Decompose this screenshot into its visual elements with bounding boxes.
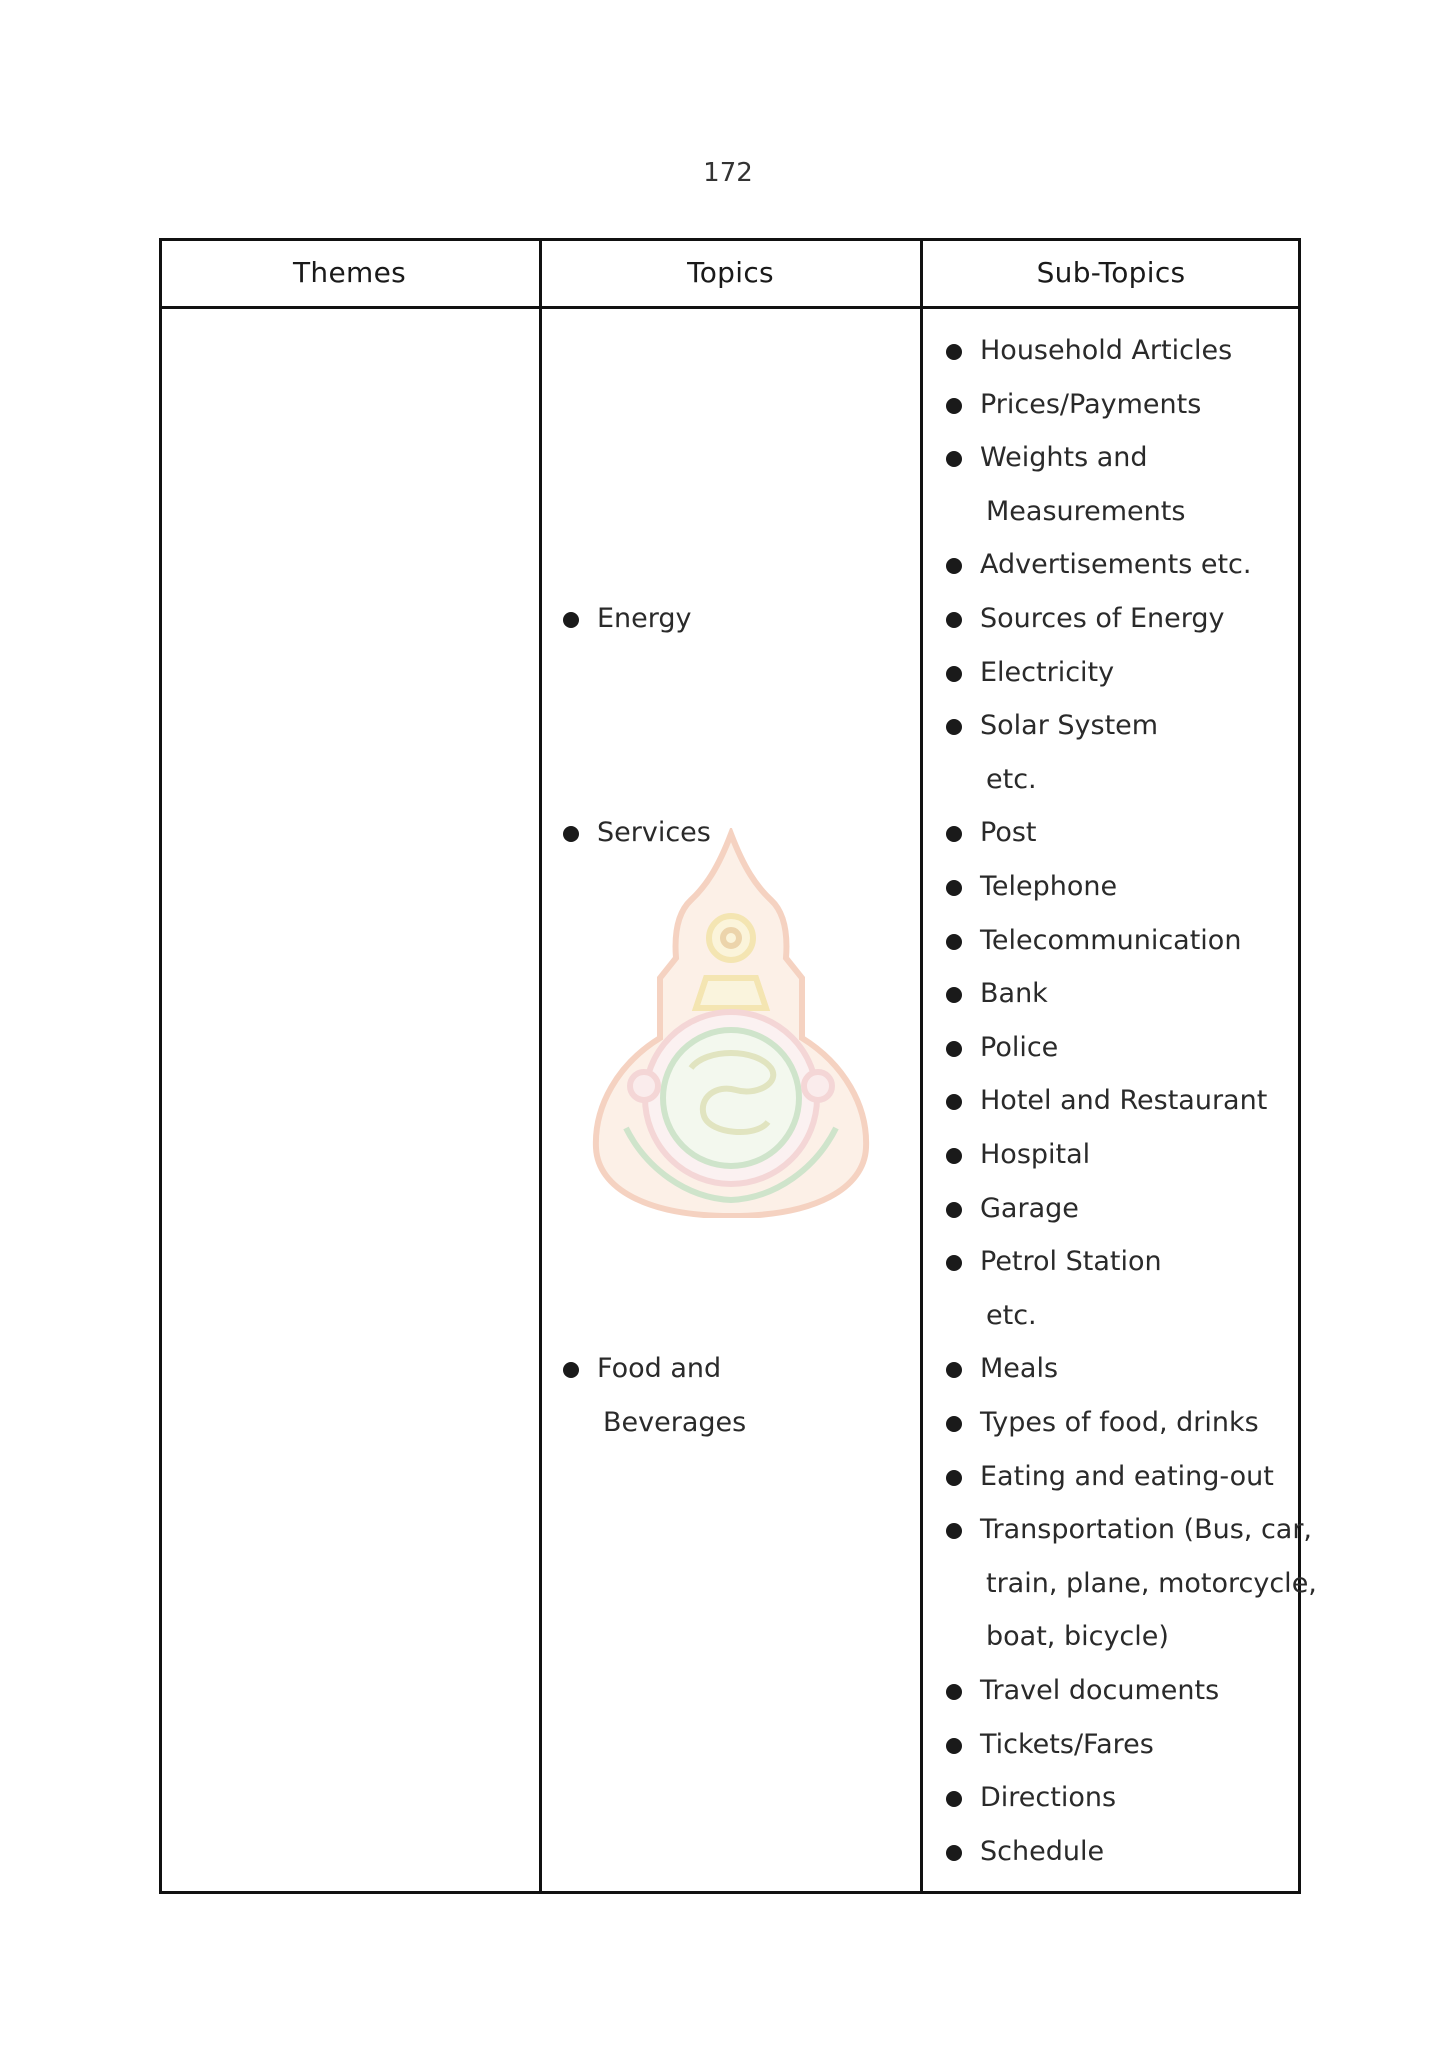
topic-text: Beverages [603,1407,747,1438]
subtopic-text: Telecommunication [980,924,1242,956]
bullet-icon [946,1041,962,1057]
subtopic-text: Advertisements etc. [980,549,1252,581]
subtopic-text: Bank [980,978,1048,1010]
subtopic-text: Household Articles [980,335,1233,366]
subtopic-text: Types of food, drinks [980,1407,1259,1438]
subtopic-text: Schedule [980,1835,1105,1867]
bullet-icon [946,398,962,414]
bullet-icon [946,1738,962,1754]
subtopic-text: Transportation (Bus, car, [980,1514,1313,1546]
bullet-icon [946,344,962,360]
subtopic-text: Eating and eating-out [980,1460,1274,1492]
header-subtopics: Sub-Topics [1036,256,1186,289]
subtopic-text: Post [980,817,1037,849]
bullet-icon [946,1416,962,1432]
topic-text: Food and [597,1353,722,1385]
subtopic-text: Hotel and Restaurant [980,1085,1268,1117]
bullet-icon [563,612,579,628]
subtopic-text: Hospital [980,1139,1091,1170]
bullet-icon [946,934,962,950]
subtopic-text: etc. [986,1299,1037,1331]
subtopic-text: Electricity [980,656,1115,688]
subtopic-text: Travel documents [980,1675,1220,1706]
subtopic-text: Solar System [980,710,1159,742]
header-themes: Themes [293,256,406,289]
subtopic-text: Directions [980,1782,1117,1814]
bullet-icon [946,1845,962,1861]
topic-text: Services [597,817,711,849]
bullet-icon [946,1148,962,1164]
bullet-icon [946,1684,962,1700]
column-divider [539,238,542,1894]
subtopic-text: Telephone [980,871,1118,902]
subtopic-text: etc. [986,763,1037,795]
column-divider [920,238,923,1894]
subtopic-text: Weights and [980,442,1148,474]
bullet-icon [946,612,962,628]
curriculum-table [159,238,1317,1894]
subtopic-text: Measurements [986,495,1186,527]
header-topics: Topics [687,256,774,289]
subtopic-text: Police [980,1031,1059,1063]
subtopic-text: train, plane, motorcycle, [986,1567,1317,1599]
bullet-icon [946,880,962,896]
subtopic-text: Sources of Energy [980,603,1225,634]
subtopic-text: Tickets/Fares [980,1728,1154,1760]
bullet-icon [946,1470,962,1486]
page-number: 172 [703,158,753,188]
bullet-icon [946,666,962,682]
subtopic-text: Petrol Station [980,1246,1162,1278]
subtopic-text: boat, bicycle) [986,1621,1169,1653]
subtopic-text: Meals [980,1353,1059,1385]
header-divider [159,306,1301,309]
topic-text: Energy [597,603,692,634]
subtopic-text: Prices/Payments [980,388,1202,420]
bullet-icon [946,1202,962,1218]
subtopic-text: Garage [980,1192,1079,1224]
